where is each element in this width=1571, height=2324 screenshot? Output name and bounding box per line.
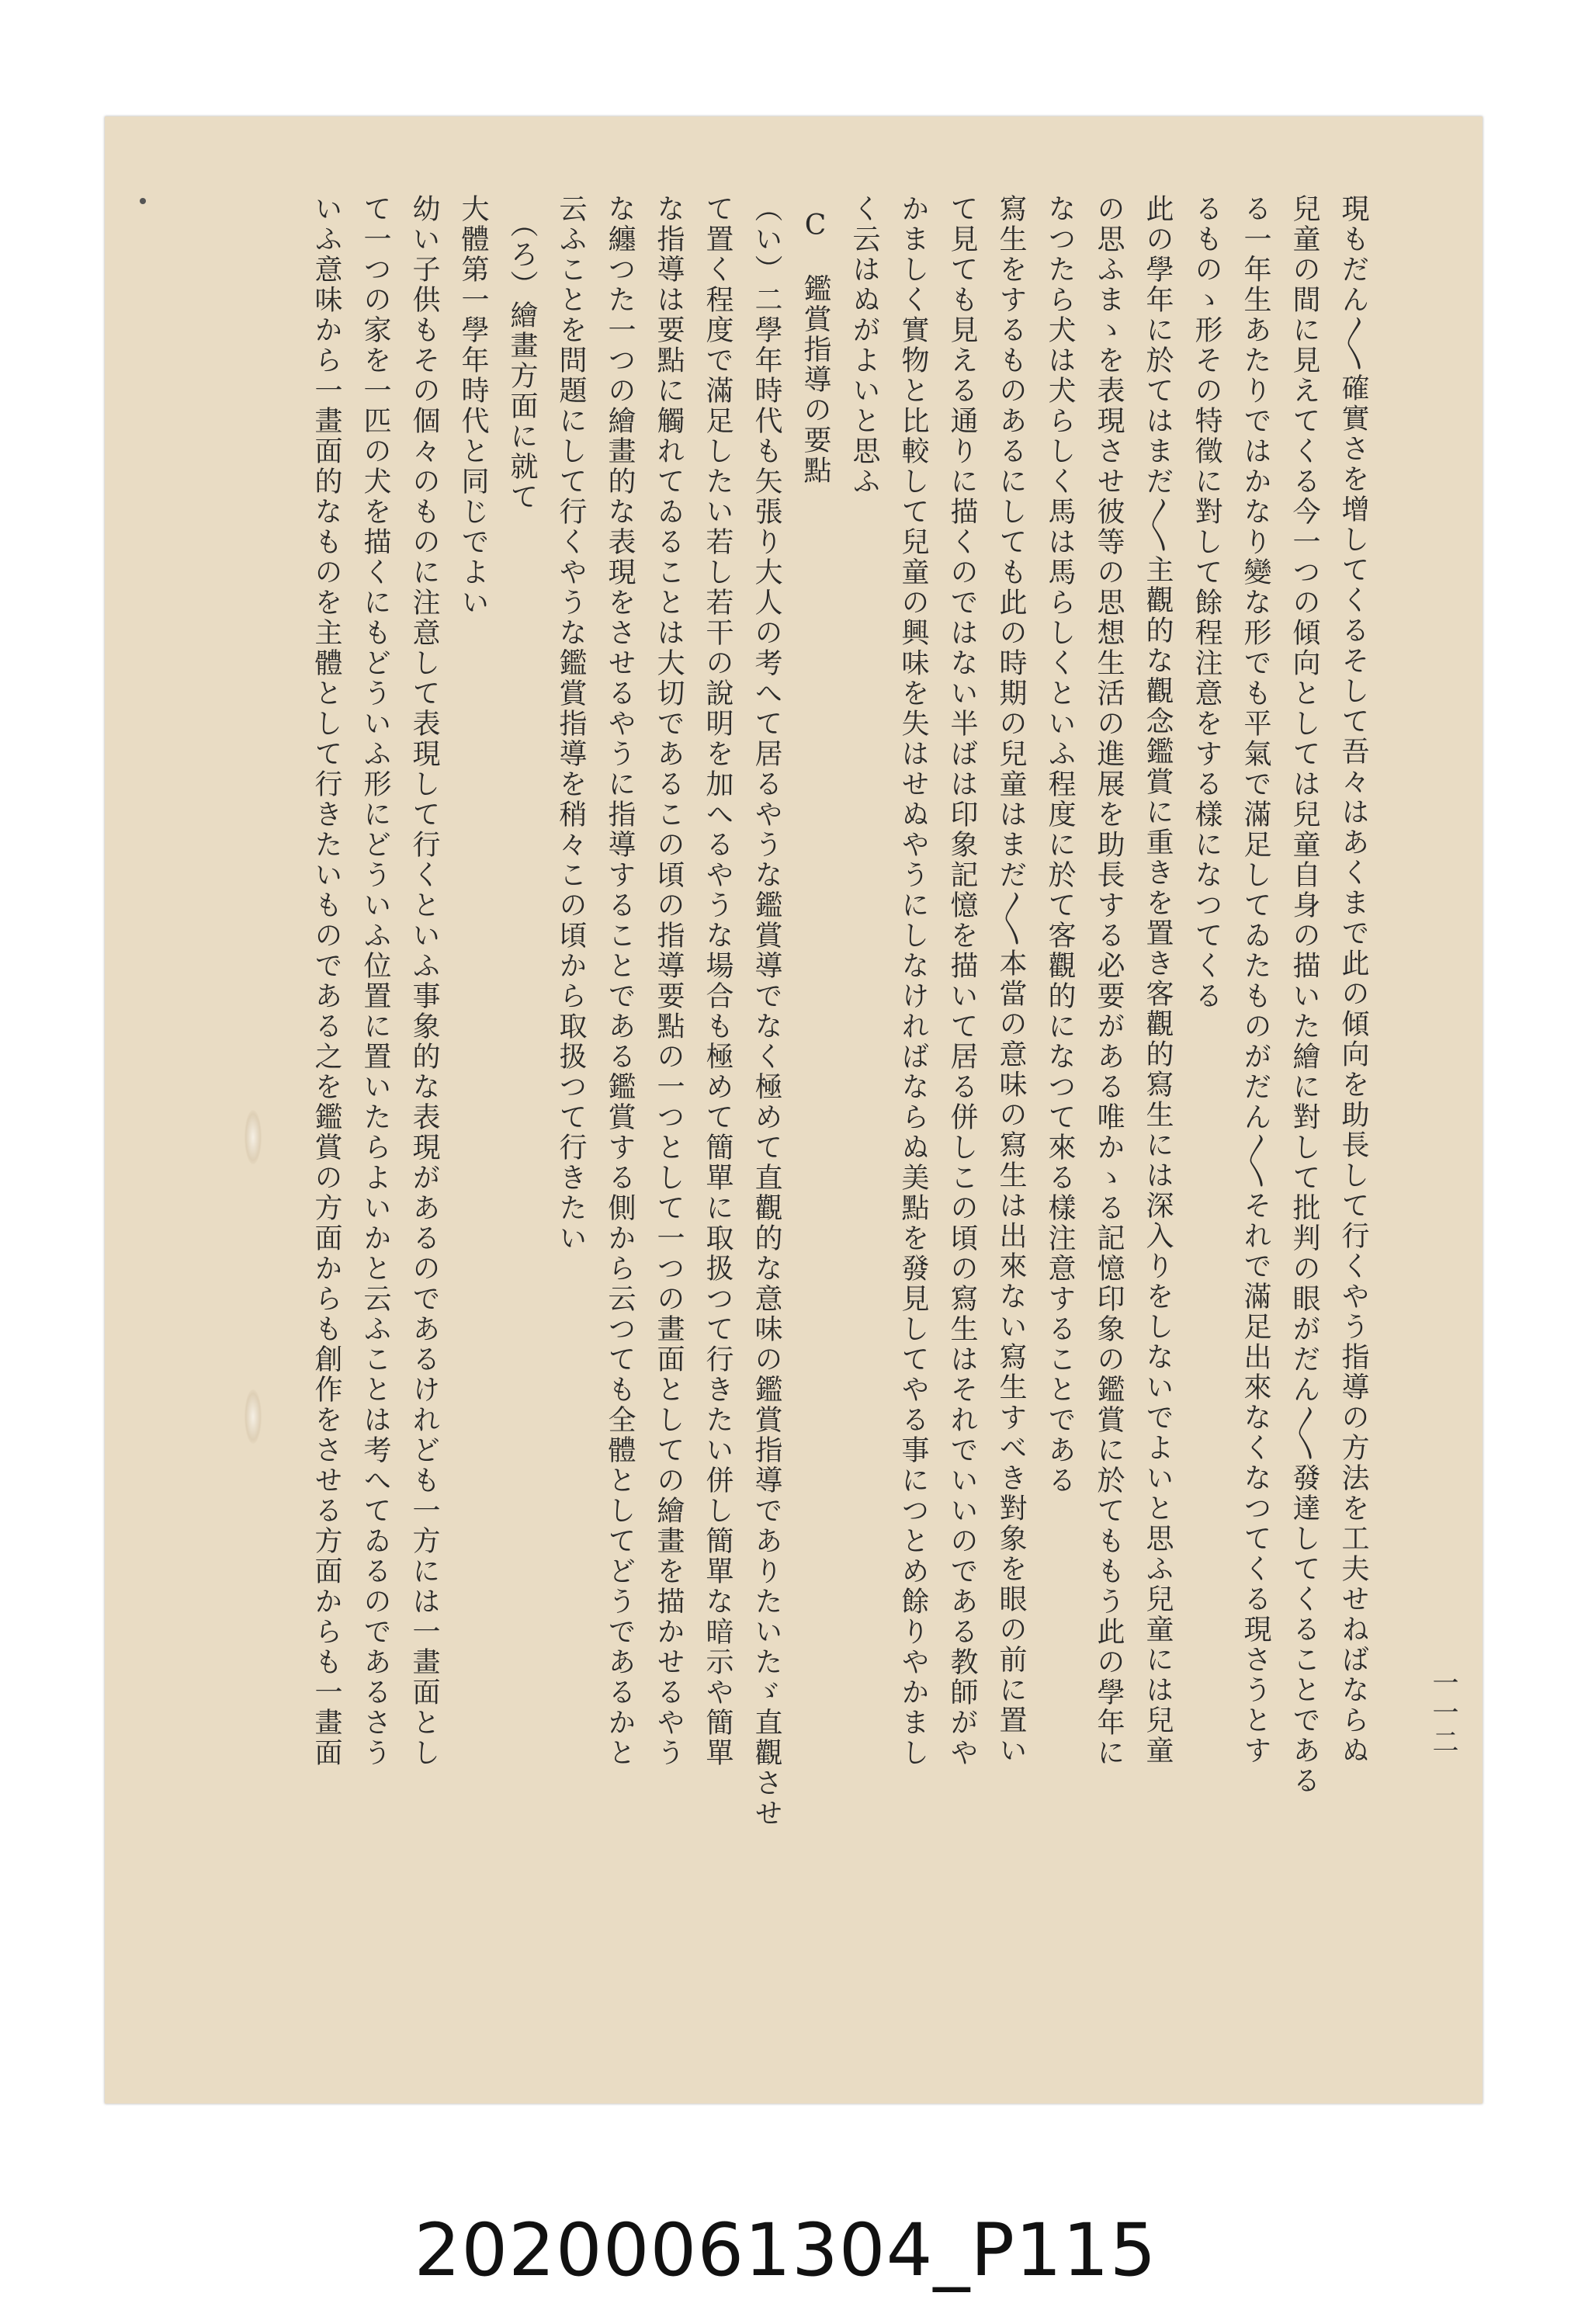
text-line: 云ふことを問題にして行くやうな鑑賞指導を稍々この頃から取扱つて行きたい xyxy=(555,194,587,1254)
paper-crease xyxy=(244,1110,262,1164)
section-heading: C 鑑賞指導の要點 xyxy=(799,210,831,486)
paper-crease xyxy=(244,1389,262,1444)
text-line: 現もだん〳〵確實さを增してくるそして吾々はあくまで此の傾向を助長して行くやう指導の方法を工夫せねばならぬ xyxy=(1337,194,1369,1766)
text-line: の思ふまゝを表現させ彼等の思想生活の進展を助長する必要がある唯かゝる記憶印象の鑑賞に於てももう此の學年に xyxy=(1093,194,1125,1768)
subsection-heading: （ろ）繪畫方面に就て xyxy=(506,210,538,512)
text-line: な纏つた一つの繪畫的な表現をさせるやうに指導することである鑑賞する側から云つても全體としてどうであるかと xyxy=(604,194,636,1768)
text-line: 大體第一學年時代と同じでよい xyxy=(457,194,489,618)
text-line: 此の學年に於てはまだ〳〵主觀的な觀念鑑賞に重きを置き客觀的寫生には深入りをしないでよいと思ふ兒童には兒童 xyxy=(1142,194,1174,1766)
text-line: 幼い子供もその個々のものに注意して表現して行くといふ事象的な表現があるのであるけれども一方には一畫面とし xyxy=(408,194,440,1768)
text-line: 兒童の間に見えてくる今一つの傾向としては兒童自身の描いた繪に對して批判の眼がだん〳〵發達してくることである xyxy=(1288,194,1320,1796)
text-line: な指導は要點に觸れてゐることは大切であるこの頃の指導要點の一つとして一つの畫面としての繪畫を描かせるやう xyxy=(653,194,685,1768)
text-line: て見ても見える通りに描くのではない半ばは印象記憶を描いて居る併しこの頃の寫生はそれでいいのである教師がや xyxy=(946,194,978,1768)
archive-id-caption: 20200061304_P115 xyxy=(414,2208,1157,2293)
vertical-text-body xyxy=(307,194,1378,2003)
text-line: て置く程度で滿足したい若し若干の說明を加へるやうな場合も極めて簡單に取扱つて行きたい併し簡單な暗示や簡單 xyxy=(702,194,733,1768)
text-line: いふ意味から一畫面的なものを主體として行きたいものである之を鑑賞の方面からも創作をさせる方面からも一畫面 xyxy=(310,194,342,1768)
document-page xyxy=(105,116,1483,2104)
text-line: なつたら犬は犬らしく馬は馬らしくといふ程度に於て客觀的になつて來る樣注意することである xyxy=(1044,194,1076,1496)
text-line: る一年生あたりではかなり變な形でも平氣で滿足してゐたものがだん〳〵それで滿足出來なくなつてくる現さうとす xyxy=(1240,194,1271,1766)
ink-spot xyxy=(140,198,146,204)
text-line: かましく實物と比較して兒童の興味を失はせぬやうにしなければならぬ美點を發見してやる事につとめ餘りやかまし xyxy=(897,194,929,1768)
page-number: 一一二 xyxy=(1427,1669,1458,1757)
text-line: 寫生をするものあるにしても此の時期の兒童はまだ〳〵本當の意味の寫生は出來ない寫生すべき對象を眼の前に置い xyxy=(995,194,1027,1766)
text-line: く云はぬがよいと思ふ xyxy=(848,194,880,497)
text-line: るものゝ形その特徵に對して餘程注意をする樣になつてくる xyxy=(1191,194,1222,1011)
text-line: て一つの家を一匹の犬を描くにもどういふ形にどういふ位置に置いたらよいかと云ふことは考へてゐるのであるさう xyxy=(359,194,391,1768)
text-line: （い）二學年時代も矢張り大人の考へて居るやうな鑑賞導でなく極めて直觀的な意味の鑑賞指導でありたいたゞ直觀させ xyxy=(751,194,782,1829)
